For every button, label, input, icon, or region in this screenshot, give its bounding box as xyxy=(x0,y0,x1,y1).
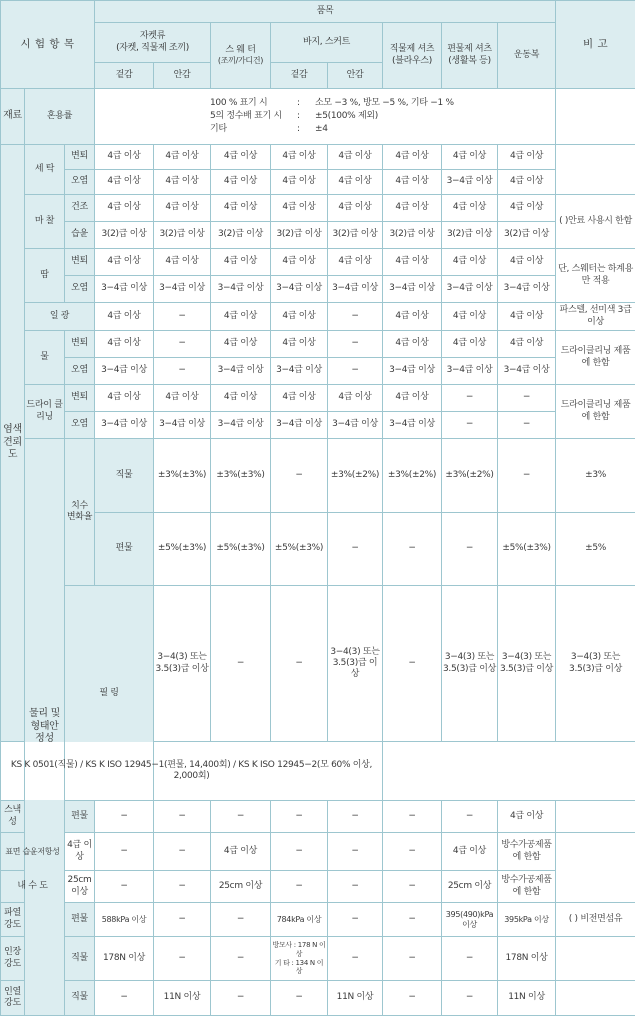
table-cell: − xyxy=(328,833,383,871)
table-cell: 3(2)급 이상 xyxy=(383,222,442,249)
table-cell: ±3%(±2%) xyxy=(442,439,498,513)
sweater-sub: (조끼/가디건) xyxy=(217,56,264,66)
table-cell: ±5%(±3%) xyxy=(271,512,328,586)
table-cell: 3−4급 이상 xyxy=(211,358,271,385)
table-cell: − xyxy=(442,937,498,981)
table-cell: − xyxy=(442,981,498,1016)
tensile-strength-remark xyxy=(556,937,635,981)
table-cell: − xyxy=(154,801,211,833)
header-woven-shirt xyxy=(383,23,442,89)
table-cell: − xyxy=(328,937,383,981)
table-cell: − xyxy=(95,801,154,833)
tensile-pants-line: 기 타 : 134 N 이상 xyxy=(274,958,324,976)
sweat-label: 땀 xyxy=(25,249,65,303)
table-cell: − xyxy=(498,385,556,412)
tear-strength-label: 인열강도 xyxy=(1,981,25,1016)
table-cell: 25cm 이상 xyxy=(211,871,271,903)
table-cell: 4급 이상 xyxy=(328,385,383,412)
table-cell: − xyxy=(95,833,154,871)
table-cell: 4급 이상 xyxy=(154,195,211,222)
blend-row: 기타 : ±4 xyxy=(210,124,328,135)
table-cell: 3(2)급 이상 xyxy=(211,222,271,249)
header-knit-shirt xyxy=(442,23,498,89)
header-items: 품목 xyxy=(95,1,556,23)
table-cell: 3−4급 이상 xyxy=(383,276,442,303)
dimensional-change-label: 치수 변화율 xyxy=(65,439,95,586)
table-cell: 4급 이상 xyxy=(211,303,271,331)
water-fade-sub: 변퇴 xyxy=(65,331,95,358)
dry-cleaning-label: 드라이 클리닝 xyxy=(25,385,65,439)
table-cell: 4급 이상 xyxy=(154,170,211,195)
table-cell: − xyxy=(328,903,383,937)
table-cell: 4급 이상 xyxy=(95,145,154,170)
table-cell: − xyxy=(328,871,383,903)
water-resistance-label: 내 수 도 xyxy=(1,871,65,903)
table-cell: 3−4급 이상 xyxy=(328,276,383,303)
header-jacket-inner: 안감 xyxy=(154,63,211,89)
table-cell: − xyxy=(95,981,154,1016)
table-cell: 4급 이상 xyxy=(95,303,154,331)
table-cell: 4급 이상 xyxy=(271,170,328,195)
bursting-strength-remark: ( ) 비전면섬유 xyxy=(556,903,635,937)
table-cell: 3−4급 이상 xyxy=(95,276,154,303)
table-cell: − xyxy=(328,331,383,358)
header-test-items: 시 험 항 목 xyxy=(1,1,95,89)
water-stain-sub: 오염 xyxy=(65,358,95,385)
table-cell: 4급 이상 xyxy=(498,303,556,331)
light-label: 일 광 xyxy=(25,303,95,331)
tear-sub: 직물 xyxy=(65,981,95,1016)
table-cell: − xyxy=(383,871,442,903)
rub-wet-sub: 습윤 xyxy=(65,222,95,249)
table-cell: 4급 이상 xyxy=(328,145,383,170)
bursting-strength-label: 파열강도 xyxy=(1,903,25,937)
header-sportswear: 운동복 xyxy=(498,23,556,89)
table-cell: ±3%(±3%) xyxy=(154,439,211,513)
table-cell: 4급 이상 xyxy=(442,331,498,358)
header-jacket xyxy=(95,23,211,63)
table-cell: − xyxy=(383,801,442,833)
tensile-pants-line: 방모사 : 178 N 이상 xyxy=(272,941,326,958)
table-cell: ±3% xyxy=(556,439,635,513)
knit-shirt-title: 편물제 셔츠 xyxy=(447,44,492,55)
pilling-test-method: KS K 0501(직물) / KS K ISO 12945−1(편물, 14,400회) / KS K ISO 12945−2(모 60% 이상, 2,000회) xyxy=(1,741,383,800)
table-cell: − xyxy=(211,586,271,742)
table-cell: 11N 이상 xyxy=(328,981,383,1016)
table-cell: − xyxy=(328,512,383,586)
table-cell: ±3%(±3%) xyxy=(211,439,271,513)
table-cell: 25cm 이상 xyxy=(65,871,95,903)
wash-label: 세 탁 xyxy=(25,145,65,195)
dim-knit-sub: 편물 xyxy=(95,512,154,586)
table-cell: − xyxy=(271,871,328,903)
table-cell: 4급 이상 xyxy=(271,195,328,222)
table-cell: 395(490)kPa 이상 xyxy=(442,903,498,937)
table-cell: − xyxy=(271,981,328,1016)
table-cell: 4급 이상 xyxy=(442,833,498,871)
table-cell: 4급 이상 xyxy=(498,801,556,833)
table-cell: − xyxy=(154,833,211,871)
table-cell: 3−4급 이상 xyxy=(498,276,556,303)
tear-strength-remark xyxy=(556,981,635,1016)
table-cell: 4급 이상 xyxy=(383,331,442,358)
table-cell: 3−4(3) 또는 3.5(3)급 이상 xyxy=(498,586,556,742)
table-cell: − xyxy=(328,358,383,385)
table-cell: 4급 이상 xyxy=(271,385,328,412)
table-cell: 4급 이상 xyxy=(383,145,442,170)
table-cell: − xyxy=(271,801,328,833)
table-cell: 3−4급 이상 xyxy=(383,358,442,385)
table-cell: 4급 이상 xyxy=(328,249,383,276)
rub-remark: ( )안료 사용시 한함 xyxy=(556,195,635,249)
table-cell: 11N 이상 xyxy=(154,981,211,1016)
table-cell: 4급 이상 xyxy=(498,331,556,358)
table-cell: 4급 이상 xyxy=(154,145,211,170)
category-physical: 물리 및 형태안정성 xyxy=(25,439,65,1016)
table-cell: − xyxy=(328,303,383,331)
table-cell: − xyxy=(271,439,328,513)
table-cell: − xyxy=(154,903,211,937)
table-cell: 3−4급 이상 xyxy=(211,412,271,439)
table-cell: 4급 이상 xyxy=(498,170,556,195)
sweat-remark: 단, 스웨터는 하계용만 적용 xyxy=(556,249,635,303)
table-cell: 3−4급 이상 xyxy=(154,276,211,303)
table-cell: − xyxy=(442,385,498,412)
burst-sub: 편물 xyxy=(65,903,95,937)
table-cell: 4급 이상 xyxy=(383,195,442,222)
table-cell: 4급 이상 xyxy=(442,249,498,276)
woven-shirt-sub: (블라우스) xyxy=(392,55,432,66)
table-cell: 3−4(3) 또는 3.5(3)급 이상 xyxy=(154,586,211,742)
header-pants: 바지, 스커트 xyxy=(271,23,383,63)
table-cell: − xyxy=(211,937,271,981)
table-cell: 784kPa 이상 xyxy=(271,903,328,937)
rub-label: 마 찰 xyxy=(25,195,65,249)
header-sweater xyxy=(211,23,271,89)
table-cell: 3−4급 이상 xyxy=(271,412,328,439)
table-cell: ±3%(±2%) xyxy=(383,439,442,513)
table-cell: − xyxy=(442,512,498,586)
table-cell: 4급 이상 xyxy=(95,331,154,358)
table-cell: 4급 이상 xyxy=(211,833,271,871)
table-cell: 4급 이상 xyxy=(442,303,498,331)
header-jacket-outer: 겉감 xyxy=(95,63,154,89)
table-cell: 4급 이상 xyxy=(65,833,95,871)
table-cell: 4급 이상 xyxy=(211,195,271,222)
wash-remark xyxy=(556,145,635,195)
table-cell: 4급 이상 xyxy=(95,385,154,412)
table-cell: − xyxy=(211,903,271,937)
water-resistance-remark: 방수가공제품에 한함 xyxy=(498,871,556,903)
table-cell: 4급 이상 xyxy=(271,303,328,331)
rub-dry-sub: 건조 xyxy=(65,195,95,222)
sweat-fade-sub: 변퇴 xyxy=(65,249,95,276)
table-cell: 4급 이상 xyxy=(211,170,271,195)
tensile-pants-outer-cell xyxy=(271,937,328,981)
table-cell: 4급 이상 xyxy=(498,145,556,170)
table-cell: − xyxy=(442,801,498,833)
table-cell: 4급 이상 xyxy=(328,170,383,195)
table-cell: ±5%(±3%) xyxy=(211,512,271,586)
jacket-sub: (자켓, 직물제 조끼) xyxy=(116,42,189,53)
table-cell: − xyxy=(271,586,328,742)
table-cell: 178N 이상 xyxy=(498,937,556,981)
table-cell: 3−4급 이상 xyxy=(211,276,271,303)
table-cell: 4급 이상 xyxy=(442,145,498,170)
table-cell: − xyxy=(498,439,556,513)
table-cell: − xyxy=(383,833,442,871)
table-cell: 25cm 이상 xyxy=(442,871,498,903)
table-cell: − xyxy=(95,871,154,903)
header-remarks: 비 고 xyxy=(556,1,635,89)
table-cell: 4급 이상 xyxy=(442,195,498,222)
table-cell: 4급 이상 xyxy=(498,195,556,222)
table-cell: 3−4급 이상 xyxy=(498,358,556,385)
table-cell: 3(2)급 이상 xyxy=(271,222,328,249)
header-pants-outer: 겉감 xyxy=(271,63,328,89)
table-cell: 11N 이상 xyxy=(498,981,556,1016)
snag-label: 스낵성 xyxy=(1,801,25,833)
table-cell: 3−4(3) 또는 3.5(3)급 이상 xyxy=(556,586,635,742)
table-cell: 4급 이상 xyxy=(271,249,328,276)
table-cell: − xyxy=(154,871,211,903)
table-cell: 4급 이상 xyxy=(95,170,154,195)
tensile-strength-label: 인장강도 xyxy=(1,937,25,981)
table-cell: − xyxy=(383,937,442,981)
table-cell: 3−4급 이상 xyxy=(442,170,498,195)
category-material: 재료 xyxy=(1,89,25,145)
table-cell: 4급 이상 xyxy=(383,303,442,331)
table-cell: 3(2)급 이상 xyxy=(498,222,556,249)
table-cell: 4급 이상 xyxy=(383,249,442,276)
dry-fade-sub: 변퇴 xyxy=(65,385,95,412)
table-cell: − xyxy=(328,801,383,833)
table-cell: 3−4(3) 또는 3.5(3)급 이상 xyxy=(442,586,498,742)
table-cell: 4급 이상 xyxy=(211,145,271,170)
blend-row: 100 % 표기 시 : 소모 −3 %, 방모 −5 %, 기타 −1 % xyxy=(210,97,454,108)
table-cell: 4급 이상 xyxy=(154,385,211,412)
surface-wetting-label: 표면 습윤저항성 xyxy=(1,833,65,871)
table-cell: 4급 이상 xyxy=(383,170,442,195)
blend-ratio-tolerances xyxy=(95,89,556,145)
dry-stain-sub: 오염 xyxy=(65,412,95,439)
table-cell: 3(2)급 이상 xyxy=(442,222,498,249)
woven-shirt-title: 직물제 셔츠 xyxy=(389,44,435,55)
surface-wetting-remark: 방수가공제품에 한함 xyxy=(498,833,556,871)
table-cell: ±5%(±3%) xyxy=(498,512,556,586)
table-cell: 3−4급 이상 xyxy=(95,412,154,439)
table-cell: 4급 이상 xyxy=(328,195,383,222)
table-cell: 3−4(3) 또는 3.5(3)급 이상 xyxy=(328,586,383,742)
table-cell: 4급 이상 xyxy=(211,331,271,358)
pilling-label: 필 링 xyxy=(65,586,154,801)
water-label: 물 xyxy=(25,331,65,385)
table-cell: 4급 이상 xyxy=(271,331,328,358)
category-color-fastness: 염색견뢰도 xyxy=(1,145,25,742)
snag-remark xyxy=(556,801,635,833)
table-cell: − xyxy=(383,903,442,937)
table-cell: 4급 이상 xyxy=(95,249,154,276)
table-cell: 3−4급 이상 xyxy=(95,358,154,385)
table-cell: 4급 이상 xyxy=(498,249,556,276)
snag-sub: 편물 xyxy=(65,801,95,833)
table-cell: ±5%(±3%) xyxy=(154,512,211,586)
table-cell: 4급 이상 xyxy=(271,145,328,170)
table-cell: 4급 이상 xyxy=(154,249,211,276)
sweater-title: 스 웨 터 xyxy=(225,44,256,55)
table-cell: 3−4급 이상 xyxy=(271,276,328,303)
table-cell: ±3%(±2%) xyxy=(328,439,383,513)
table-cell: − xyxy=(383,981,442,1016)
table-cell: 588kPa 이상 xyxy=(95,903,154,937)
knit-shirt-sub: (생활복 등) xyxy=(448,55,491,66)
table-cell: − xyxy=(383,512,442,586)
table-cell: 3−4급 이상 xyxy=(328,412,383,439)
table-cell: − xyxy=(154,331,211,358)
wash-stain-sub: 오염 xyxy=(65,170,95,195)
table-cell: − xyxy=(154,937,211,981)
blend-row: 5의 정수배 표기 시 : ±5(100% 제외) xyxy=(210,110,378,121)
table-cell: 4급 이상 xyxy=(211,385,271,412)
dim-woven-sub: 직물 xyxy=(95,439,154,513)
table-cell: 4급 이상 xyxy=(383,385,442,412)
table-cell: 3−4급 이상 xyxy=(442,358,498,385)
table-cell: 3(2)급 이상 xyxy=(95,222,154,249)
jacket-title: 자켓류 xyxy=(139,31,166,42)
table-cell: − xyxy=(383,586,442,742)
table-cell: 178N 이상 xyxy=(95,937,154,981)
table-cell: − xyxy=(271,833,328,871)
table-cell: 3−4급 이상 xyxy=(271,358,328,385)
header-pants-inner: 안감 xyxy=(328,63,383,89)
table-cell: ±5% xyxy=(556,512,635,586)
table-cell: − xyxy=(154,303,211,331)
wash-fade-sub: 변퇴 xyxy=(65,145,95,170)
table-cell: − xyxy=(211,981,271,1016)
dry-cleaning-remark: 드라이클리닝 제품에 한함 xyxy=(556,385,635,439)
table-cell: − xyxy=(211,801,271,833)
table-cell: 3−4급 이상 xyxy=(442,276,498,303)
table-cell: 3(2)급 이상 xyxy=(154,222,211,249)
blend-ratio-label: 혼용률 xyxy=(25,89,95,145)
table-cell: 3−4급 이상 xyxy=(383,412,442,439)
table-cell: 4급 이상 xyxy=(211,249,271,276)
table-cell: − xyxy=(442,412,498,439)
table-cell: 3−4급 이상 xyxy=(154,412,211,439)
table-cell: 3(2)급 이상 xyxy=(328,222,383,249)
water-remark: 드라이클리닝 제품에 한함 xyxy=(556,331,635,385)
table-cell: 4급 이상 xyxy=(95,195,154,222)
table-cell: − xyxy=(498,412,556,439)
sweat-stain-sub: 오염 xyxy=(65,276,95,303)
blend-ratio-remark xyxy=(556,89,635,145)
table-cell: − xyxy=(154,358,211,385)
tensile-sub: 직물 xyxy=(65,937,95,981)
light-remark: 파스텔, 선미색 3급 이상 xyxy=(556,303,635,331)
table-cell: 395kPa 이상 xyxy=(498,903,556,937)
